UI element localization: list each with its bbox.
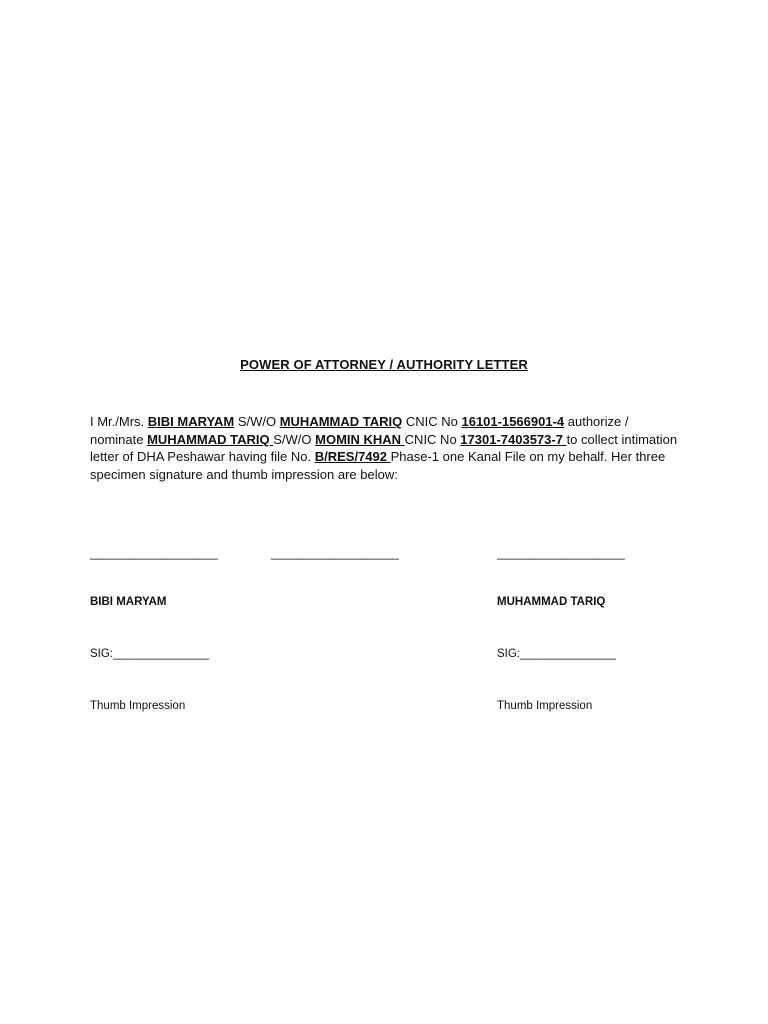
text-segment: S/W/O (234, 414, 280, 429)
text-segment: I Mr./Mrs. (90, 414, 148, 429)
signature-line-middle: ____________________ (271, 546, 399, 560)
text-segment: CNIC No (404, 431, 461, 447)
text-segment: Phase-1 one Kanal File on my behalf. Her three specimen signature and thumb impression are below: (90, 449, 666, 482)
signature-field-left: SIG:_______________ (90, 648, 209, 660)
document-title: POWER OF ATTORNEY / AUTHORITY LETTER (240, 357, 528, 372)
signatory-name-left: BIBI MARYAM (90, 596, 167, 608)
signature-line-left: ____________________ (90, 546, 218, 560)
attorney-name: MUHAMMAD TARIQ (147, 431, 274, 447)
text-segment: authorize / nominate (90, 414, 629, 447)
principal-relation-name: MUHAMMAD TARIQ (279, 414, 403, 429)
file-number: B/RES/7492 (314, 449, 391, 464)
text-segment: CNIC No (402, 414, 462, 429)
signature-field-right: SIG:_______________ (497, 648, 616, 660)
signature-line-right: ____________________ (497, 546, 625, 560)
attorney-cnic: 17301-7403573-7 (460, 431, 567, 447)
authorization-paragraph (90, 413, 680, 483)
principal-cnic: 16101-1566901-4 (461, 414, 565, 429)
thumb-impression-label-left: Thumb Impression (90, 700, 186, 712)
attorney-relation-name: MOMIN KHAN (315, 431, 405, 447)
text-segment: S/W/O (273, 431, 316, 447)
thumb-impression-label-right: Thumb Impression (497, 700, 593, 712)
signatory-name-right: MUHAMMAD TARIQ (497, 596, 606, 608)
text-segment: to collect intimation letter of DHA Peshawar having file No. (90, 431, 678, 464)
principal-name: BIBI MARYAM (147, 414, 235, 429)
